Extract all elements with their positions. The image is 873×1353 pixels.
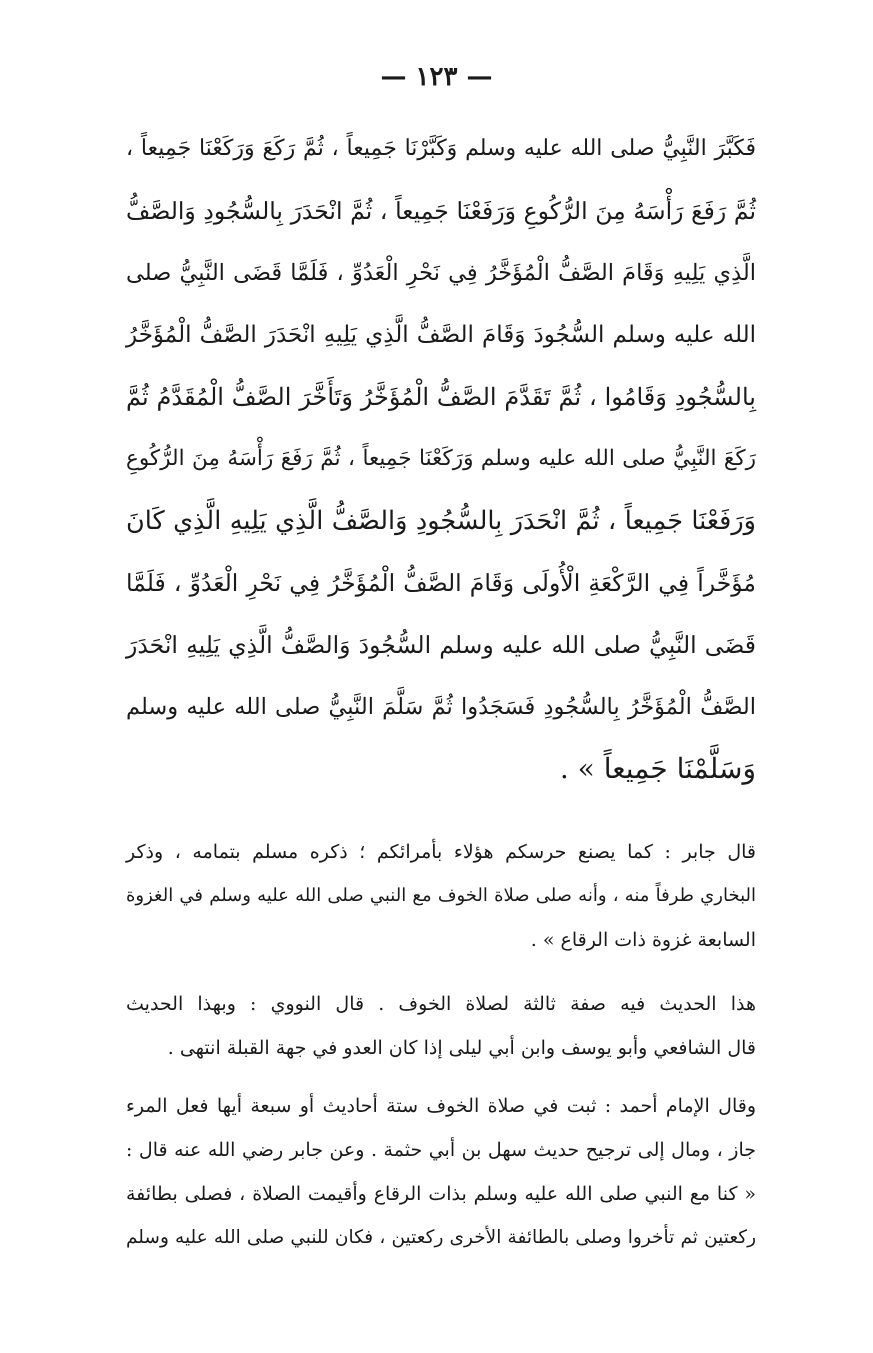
hadith-line: الله عليه وسلم السُّجُودَ وَقَامَ الصَّفُّ الَّذِي يَلِيهِ انْحَدَرَ الصَّفُّ الْمُؤَخَّرُ [126, 322, 756, 348]
hadith-line: ثُمَّ رَفَعَ رَأْسَهُ مِنَ الرُّكُوعِ وَرَفَعْنَا جَمِيعاً ، ثُمَّ انْحَدَرَ بِالسُّجُودِ وَالصَّفُّ [126, 197, 756, 225]
commentary-paragraph-3 [126, 1084, 756, 1260]
hadith-line: بِالسُّجُودِ وَقَامُوا ، ثُمَّ تَقَدَّمَ الصَّفُّ الْمُؤَخَّرُ وَتَأَخَّرَ الصَّفُّ الْمُقَدَّمُ ثُمَّ [126, 383, 756, 411]
hadith-line: الَّذِي يَلِيهِ وَقَامَ الصَّفُّ الْمُؤَخَّرُ فِي نَحْرِ الْعَدُوِّ ، فَلَمَّا قَضَى النَّبِيُّ صلى [126, 260, 756, 286]
commentary-paragraph-1 [126, 830, 756, 962]
commentary-paragraph-2 [126, 982, 756, 1070]
commentary-line: البخاري طرفاً منه ، وأنه صلى صلاة الخوف مع النبي صلى الله عليه وسلم في الغزوة [126, 885, 756, 906]
commentary-line: ركعتين ثم تأخروا وصلى بالطائفة الأخرى ركعتين ، فكان للنبي صلى الله عليه وسلم [126, 1227, 756, 1248]
hadith-text [126, 118, 756, 800]
hadith-line: وَسَلَّمْنَا جَمِيعاً » . [559, 752, 756, 785]
hadith-line: قَضَى النَّبِيُّ صلى الله عليه وسلم السُّجُودَ وَالصَّفُّ الَّذِي يَلِيهِ انْحَدَرَ [126, 631, 756, 659]
commentary-line: قال الشافعي وأبو يوسف وابن أبي ليلى إذا كان العدو في جهة القبلة انتهى . [167, 1037, 756, 1059]
commentary-line: جاز ، ومال إلى ترجيح حديث سهل بن أبي حثمة . وعن جابر رضي الله عنه قال : [126, 1139, 756, 1161]
hadith-line: الصَّفُّ الْمُؤَخَّرُ بِالسُّجُودِ فَسَجَدُوا ثُمَّ سَلَّمَ النَّبِيُّ صلى الله عليه وسلم [126, 694, 756, 720]
commentary-line: هذا الحديث فيه صفة ثالثة لصلاة الخوف . قال النووي : وبهذا الحديث [126, 993, 756, 1015]
commentary-line: « كنا مع النبي صلى الله عليه وسلم بذات الرقاع وأقيمت الصلاة ، فصلى بطائفة [126, 1183, 756, 1205]
commentary-line: وقال الإمام أحمد : ثبت في صلاة الخوف ستة أحاديث أو سبعة أيها فعل المرء [126, 1095, 756, 1117]
commentary-line: قال جابر : كما يصنع حرسكم هؤلاء بأمرائكم ؛ ذكره مسلم بتمامه ، وذكر [126, 841, 756, 863]
page-number: — ١٢٣ — [380, 62, 493, 92]
hadith-line: وَرَفَعْنَا جَمِيعاً ، ثُمَّ انْحَدَرَ بِالسُّجُودِ وَالصَّفُّ الَّذِي يَلِيهِ الَّذِي كَانَ [126, 506, 756, 536]
hadith-line: مُؤَخَّراً فِي الرَّكْعَةِ الْأُولَى وَقَامَ الصَّفُّ الْمُؤَخَّرُ فِي نَحْرِ الْعَدُوِّ ، فَلَمَّا [126, 569, 756, 597]
hadith-line: فَكَبَّرَ النَّبِيُّ صلى الله عليه وسلم وَكَبَّرْنَا جَمِيعاً ، ثُمَّ رَكَعَ وَرَكَعْنَا جَمِيعاً ، [126, 136, 756, 161]
commentary-line: السابعة غزوة ذات الرقاع » . [530, 929, 756, 951]
hadith-line: رَكَعَ النَّبِيُّ صلى الله عليه وسلم وَرَكَعْنَا جَمِيعاً ، ثُمَّ رَفَعَ رَأْسَهُ مِنَ الرُّكُوعِ [126, 446, 756, 471]
